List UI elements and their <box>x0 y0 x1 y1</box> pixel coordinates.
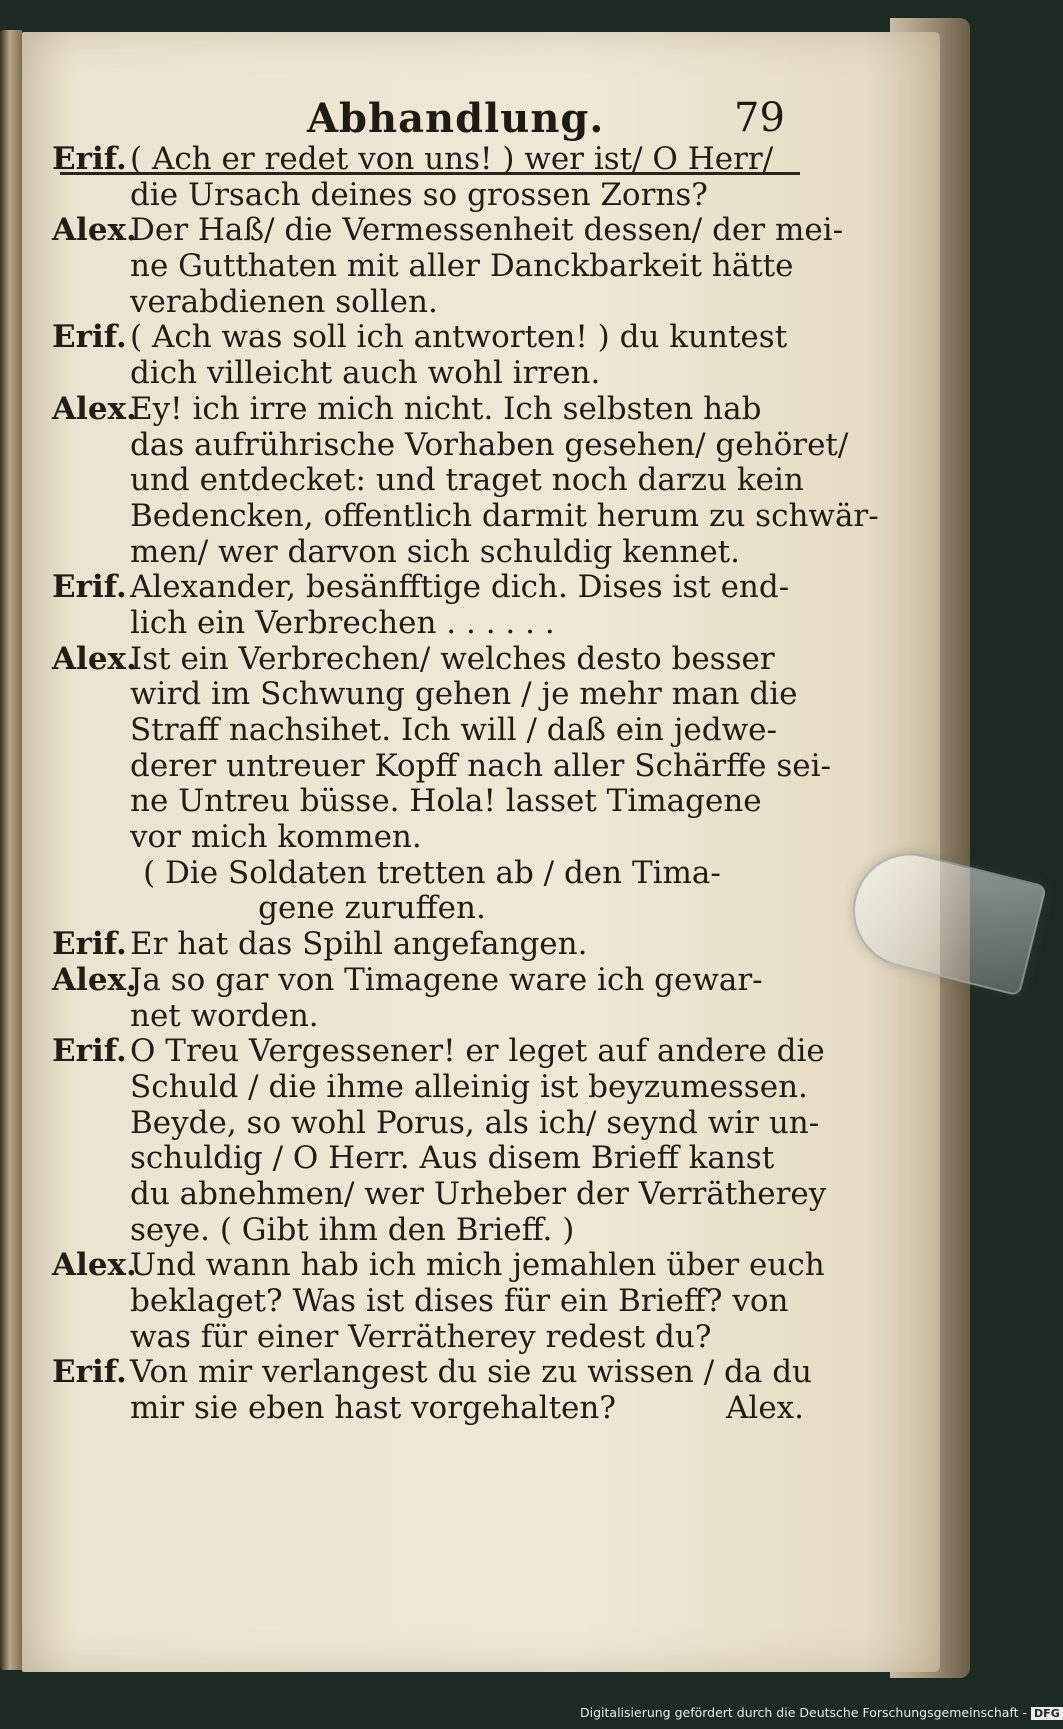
text-line <box>52 820 812 856</box>
text-line <box>52 212 844 249</box>
text-line <box>52 1284 812 1320</box>
text-line <box>52 392 812 428</box>
line-text: derer untreuer Kopff nach aller Schärffe sei- <box>130 747 831 784</box>
line-text: wird im Schwung gehen / je mehr man die <box>130 676 798 713</box>
speaker-label: Erif. <box>52 319 127 356</box>
text-line <box>52 1355 812 1391</box>
stage-direction: ( Die Soldaten tretten ab / den Tima- <box>143 854 721 891</box>
line-text: Ja so gar von Timagene ware ich gewar- <box>130 961 763 998</box>
line-text: Straff nachsihet. Ich will / daß ein jedwe- <box>130 712 777 748</box>
text-line <box>52 1104 820 1142</box>
line-text: ne Untreu büsse. Hola! lasset Timagene <box>130 783 762 820</box>
line-text: vor mich kommen. <box>130 819 422 856</box>
text-line <box>52 1213 812 1249</box>
speaker-label: Erif. <box>52 569 127 606</box>
line-text: seye. ( Gibt ihm den Brieff. ) <box>130 1211 575 1248</box>
page-number: 79 <box>734 95 785 141</box>
text-line <box>52 178 812 214</box>
text-line <box>52 320 812 356</box>
line-text: ne Gutthaten mit aller Danckbarkeit hätte <box>130 248 794 285</box>
text-line <box>52 856 812 892</box>
running-head-title: Abhandlung. <box>307 95 605 142</box>
text-line <box>52 999 812 1035</box>
line-text: Ey! ich irre mich nicht. Ich selbsten hab <box>130 390 762 427</box>
book-page <box>22 32 940 1672</box>
text-line <box>52 426 849 464</box>
line-text: Beyde, so wohl Porus, als ich/ seynd wir un- <box>130 1104 820 1141</box>
text-line <box>52 963 812 999</box>
text-line <box>52 1320 812 1356</box>
facing-page-edge <box>0 30 22 1670</box>
speaker-label: Alex. <box>52 640 137 677</box>
line-text: schuldig / O Herr. Aus disem Brieff kanst <box>130 1140 775 1177</box>
speaker-label: Erif. <box>52 141 127 177</box>
text-line <box>52 356 812 392</box>
text-line <box>52 747 831 785</box>
speaker-label: Alex. <box>52 390 137 427</box>
line-text: und entdecket: und traget noch darzu kein <box>130 462 804 499</box>
line-text: Und wann hab ich mich jemahlen über euch <box>130 1247 825 1284</box>
text-line <box>52 713 812 749</box>
text-line <box>52 677 812 713</box>
speaker-label: Erif. <box>52 926 127 963</box>
digitization-credit <box>580 1705 1060 1727</box>
text-line <box>52 570 812 606</box>
line-text: lich ein Verbrechen . . . . . . <box>130 604 555 641</box>
line-text: das aufrührische Vorhaben gesehen/ gehöret/ <box>130 426 849 463</box>
line-text: Er hat das Spihl angefangen. <box>130 926 588 963</box>
line-text: ( Ach was soll ich antworten! ) du kuntest <box>130 319 788 356</box>
speaker-label: Alex. <box>52 1247 137 1284</box>
line-text: Bedencken, offentlich darmit herum zu schwär- <box>130 497 879 534</box>
line-text: du abnehmen/ wer Urheber der Verrätherey <box>130 1175 827 1212</box>
line-text: men/ wer darvon sich schuldig kennet. <box>130 533 740 570</box>
line-text: verabdienen sollen. <box>130 283 438 320</box>
dialogue-text <box>52 141 879 1427</box>
line-text: O Treu Vergessener! er leget auf andere die <box>130 1033 825 1070</box>
text-line <box>52 1070 812 1106</box>
dfg-logo: DFG <box>1031 1707 1063 1720</box>
text-line <box>52 1247 825 1284</box>
line-text: Ist ein Verbrechen/ welches desto besser <box>130 640 775 677</box>
text-line <box>52 784 812 820</box>
running-head <box>22 77 940 147</box>
text-line <box>52 927 812 963</box>
line-text: dich villeicht auch wohl irren. <box>130 355 601 392</box>
catchword: Alex. <box>726 1390 804 1427</box>
line-text: Von mir verlangest du sie zu wissen / da du <box>130 1354 813 1391</box>
line-text: Der Haß/ die Vermessenheit dessen/ der mei- <box>130 212 844 249</box>
line-text: die Ursach deines so grossen Zorns? <box>130 176 708 213</box>
speaker-label: Alex. <box>52 961 137 998</box>
line-text: beklaget? Was ist dises für ein Brieff? von <box>130 1283 789 1319</box>
text-line <box>52 1141 812 1177</box>
text-line <box>52 142 812 178</box>
line-text: was für einer Verrätherey redest du? <box>130 1318 712 1355</box>
line-text: net worden. <box>130 997 319 1034</box>
text-line <box>52 642 812 678</box>
speaker-label: Erif. <box>52 1033 127 1070</box>
text-line <box>52 1175 827 1213</box>
stage-direction: gene zuruffen. <box>258 890 486 927</box>
text-line <box>52 606 812 642</box>
speaker-label: Alex. <box>52 212 137 249</box>
text-line <box>52 1033 825 1070</box>
line-text: Schuld / die ihme alleinig ist beyzumessen. <box>130 1068 808 1105</box>
speaker-label: Erif. <box>52 1354 127 1391</box>
line-text: mir sie eben hast vorgehalten? <box>130 1390 616 1427</box>
text-line <box>52 1391 812 1427</box>
text-line <box>52 285 812 321</box>
credit-text: Digitalisierung gefördert durch die Deutsche Forschungsgemeinschaft - <box>580 1705 1028 1720</box>
text-line <box>52 891 812 927</box>
line-text: Alexander, besänfftige dich. Dises ist end- <box>130 569 790 606</box>
text-line <box>52 535 812 571</box>
text-line <box>52 463 812 499</box>
line-text: ( Ach er redet von uns! ) wer ist/ O Herr/ <box>130 141 774 177</box>
text-line <box>52 249 812 285</box>
text-line <box>52 497 879 535</box>
